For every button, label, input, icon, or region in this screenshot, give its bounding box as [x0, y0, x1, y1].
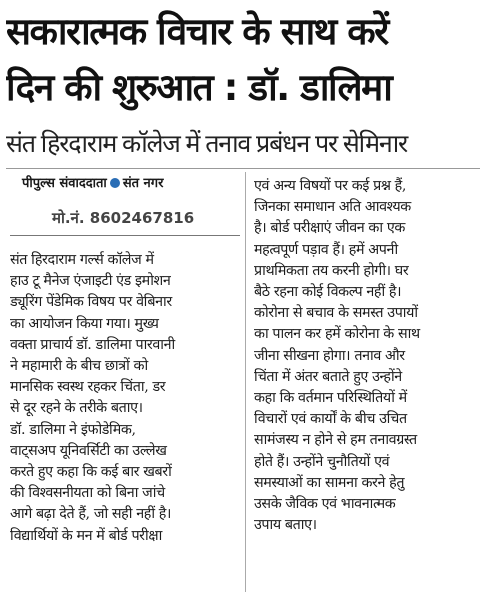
- body-text-line: संत हिरदाराम गर्ल्स कॉलेज में: [10, 252, 154, 268]
- body-text-line: वाट्सअप यूनिवर्सिटी का उल्लेख: [10, 442, 167, 459]
- body-text-line: जिनका समाधान अति आवश्यक: [254, 199, 411, 216]
- headline-line-1: सकारात्मक विचार के साथ करें: [6, 10, 388, 53]
- body-text-line: विद्यार्थियों के मन में बोर्ड परीक्षा: [10, 527, 162, 544]
- body-text-line: प्राथमिकता तय करनी होगी। घर: [254, 262, 409, 279]
- body-text-line: समस्याओं का सामना करने हेतु: [254, 474, 405, 491]
- body-text-line: है। बोर्ड परीक्षाएं जीवन का एक: [254, 220, 405, 237]
- reporter-name: पीपुल्स संवाददाता: [22, 176, 107, 191]
- body-text-line: ड्यूरिंग पेंडेमिक विषय पर वेबिनार: [10, 294, 172, 311]
- body-text-line: ने महामारी के बीच छात्रों को: [10, 358, 148, 375]
- bullet-icon: [110, 178, 120, 188]
- body-text-line: मानसिक स्वस्थ रहकर चिंता, डर: [10, 379, 166, 396]
- body-text-line: सामंजस्य न होने से हम तनावग्रस्त: [254, 432, 417, 449]
- article-body-right-column: [254, 176, 480, 536]
- body-text-line: का पालन कर हमें कोरोना के साथ: [254, 326, 420, 343]
- byline: [22, 174, 237, 194]
- body-text-line: चिंता में अंतर बताते हुए उन्होंने: [254, 368, 402, 385]
- body-text-line: आगे बढ़ा देते हैं, जो सही नहीं है।: [10, 506, 171, 523]
- body-text-line: हाउ टू मैनेज एंजाइटी एंड इमोशन: [10, 273, 171, 290]
- body-text-line: कोरोना से बचाव के समस्त उपायों: [254, 305, 418, 322]
- body-text-line: महत्वपूर्ण पड़ाव हैं। हमें अपनी: [254, 241, 398, 258]
- divider: [10, 235, 240, 236]
- body-text-line: विचारों एवं कार्यों के बीच उचित: [254, 411, 407, 428]
- column-divider: [245, 172, 246, 592]
- dateline-location: संत नगर: [122, 176, 164, 191]
- subheadline: संत हिरदाराम कॉलेज में तनाव प्रबंधन पर सेमिनार: [6, 129, 408, 158]
- body-text-line: बैठे रहना कोई विकल्प नहीं है।: [254, 284, 402, 301]
- body-text-line: होते हैं। उन्होंने चुनौतियों एवं: [254, 453, 390, 470]
- headline-line-2: दिन की शुरुआत : डॉ. डालिमा: [6, 66, 392, 109]
- reporter-mobile: मो.नं. 8602467816: [52, 209, 195, 227]
- divider: [6, 168, 480, 169]
- body-text-line: वक्ता प्राचार्य डॉ. डालिमा पारवानी: [10, 336, 175, 353]
- headline: [6, 4, 480, 116]
- body-text-line: करते हुए कहा कि कई बार खबरों: [10, 464, 172, 481]
- body-text-line: जीना सीखना होगा। तनाव और: [254, 347, 405, 364]
- body-text-line: एवं अन्य विषयों पर कई प्रश्न हैं,: [254, 178, 407, 194]
- article-body-left-column: [10, 250, 240, 547]
- body-text-line: कहा कि वर्तमान परिस्थितियों में: [254, 390, 407, 407]
- body-text-line: की विश्वसनीयता को बिना जांचे: [10, 485, 165, 502]
- body-text-line: डॉ. डालिमा ने इंफोडेमिक,: [10, 421, 136, 438]
- body-text-line: से दूर रहने के तरीके बताए।: [10, 400, 143, 417]
- body-text-line: उसके जैविक एवं भावनात्मक: [254, 496, 396, 513]
- body-text-line: का आयोजन किया गया। मुख्य: [10, 315, 159, 332]
- body-text-line: उपाय बताए।: [254, 517, 317, 534]
